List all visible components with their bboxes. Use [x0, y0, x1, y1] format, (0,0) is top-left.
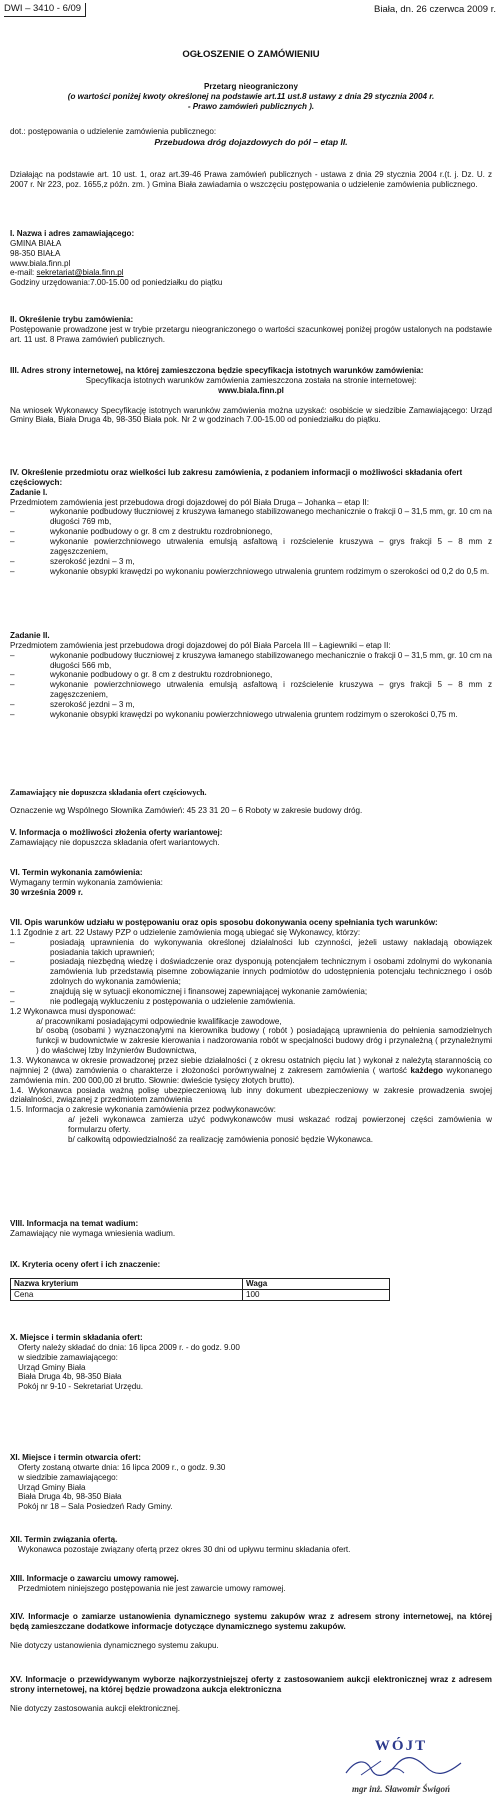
section-13-text: Przedmiotem niniejszego postępowania nie jest zawarcie umowy ramowej.	[18, 1583, 286, 1593]
handwritten-signature	[326, 1755, 476, 1781]
section-5-title: V. Informacja o możliwości złożenia oferty wariantowej:	[10, 828, 223, 837]
section-9-title: IX. Kryteria oceny ofert i ich znaczenie:	[10, 1260, 161, 1269]
place-and-date: Biała, dn. 26 czerwca 2009 r.	[374, 4, 496, 15]
section-2	[10, 315, 492, 345]
submission-line: Urząd Gminy Biała	[18, 1362, 86, 1372]
document-reference: DWI – 3410 - 6/09	[4, 3, 86, 17]
section-1	[10, 229, 492, 288]
list-item: – wykonanie podbudowy o gr. 8 cm z destruktu rozdrobnionego,	[10, 670, 492, 680]
subject-name: Przebudowa dróg dojazdowych do pól – etap II.	[154, 136, 348, 147]
submission-line: w siedzibie zamawiającego:	[18, 1352, 118, 1362]
section-11	[10, 1453, 492, 1512]
section-14	[10, 1612, 492, 1651]
intro-paragraph: Działając na podstawie art. 10 ust. 1, oraz art.39-46 Prawa zamówień publicznych - ustawa z dnia 29 stycznia 2004 r.(t. j. Dz. U. z 2007 r. Nr 223, poz. 1655,z późn. zm. ) Gmina Biała zawiadamia o wszczęciu postępowania o udzielenie zamówienia publicznego.	[10, 170, 492, 189]
section-7-title: VII. Opis warunków udziału w postępowaniu oraz opis sposobu dokonywania oceny spełniania tych warunków:	[10, 918, 438, 927]
section-3-text-2: Na wniosek Wykonawcy Specyfikację istotnych warunków zamówienia można uzyskać: osobiście w siedzibie Zamawiającego: Urząd Gminy Biała, Biała Druga 4b, 98-350 Biała pok. Nr 2 w godzinach 7.00-15.00 od poniedziałku do piątku.	[10, 405, 492, 425]
org-name: GMINA BIAŁA	[10, 238, 62, 248]
section-5	[10, 828, 492, 848]
section-15-text: Nie dotyczy zastosowania aukcji elektronicznej.	[10, 1703, 181, 1713]
section-5-text: Zamawiający nie dopuszcza składania ofert wariantowych.	[10, 837, 220, 847]
condition-1-3	[10, 1056, 492, 1086]
task-1-list	[10, 507, 492, 576]
condition-1-2-b: b/ osobą (osobami ) wyznaczoną/ymi na kierownika budowy ( robót ) posiadającą uprawnienia do pełnienia samodzielnych funkcji w budownictwie w zakresie kierowania i nadzorowania robót w specjalności budowy dróg i przynależną ( przynależnymi ) do właściwej Izby Inżynierów Budownictwa,	[36, 1026, 492, 1056]
section-3-text: Specyfikacja istotnych warunków zamówienia zamieszczona została na stronie internetowej:	[85, 375, 417, 385]
email-label: e-mail:	[10, 268, 37, 278]
spec-url[interactable]: www.biala.finn.pl	[218, 385, 284, 395]
section-12-text: Wykonawca pozostaje związany ofertą przez okres 30 dni od upływu terminu składania ofert.	[18, 1544, 351, 1554]
condition-1-3-bold: każdego	[410, 1065, 443, 1075]
table-header-row	[11, 1278, 390, 1289]
procedure-mode	[10, 82, 492, 112]
mode-line-2: (o wartości poniżej kwoty określonej na podstawie art.11 ust.8 ustawy z dnia 29 stycznia 2004 r.	[67, 91, 435, 101]
opening-line: w siedzibie zamawiającego:	[18, 1472, 118, 1482]
condition-1-3-part-2: wykonanego zamówienia min. 200 000,00 zł brutto. Słownie: dwieście tysięcy złotych brutto).	[10, 1065, 492, 1085]
list-item: – wykonanie obsypki krawędzi po wykonaniu powierzchniowego utrwalenia gruntem rodzimym o szerokości 0,75 m.	[10, 710, 492, 720]
page-title: OGŁOSZENIE O ZAMÓWIENIU	[182, 49, 320, 60]
section-8	[10, 1219, 492, 1239]
list-item: – szerokość jezdni – 3 m,	[10, 557, 492, 567]
section-9	[10, 1260, 492, 1301]
section-11-title: XI. Miejsce i termin otwarcia ofert:	[10, 1453, 141, 1462]
section-14-text: Nie dotyczy ustanowienia dynamicznego systemu zakupu.	[10, 1640, 219, 1650]
list-item: – wykonanie podbudowy tłuczniowej z kruszywa łamanego stabilizowanego mechanicznie o frakcji 0 – 31,5 mm, gr. 10 cm na długości 769 mb,	[10, 507, 492, 527]
section-10	[10, 1333, 492, 1392]
condition-1-5-a: a/ jeżeli wykonawca zamierza użyć podwykonawców musi wskazać rodzaj powierzonej części zamówienia w formularzu oferty.	[68, 1115, 492, 1135]
section-13-title: XIII. Informacje o zawarciu umowy ramowej.	[10, 1574, 179, 1583]
mode-line-1: Przetarg nieograniczony	[204, 82, 298, 91]
criteria-table	[10, 1278, 390, 1301]
section-14-title: XIV. Informacje o zamiarze ustanowienia dynamicznego systemu zakupów wraz z adresem strony internetowej, na której będą zamieszczane dodatkowe informacje dotyczące dynamicznego systemu zakupów.	[10, 1612, 492, 1631]
criteria-weight-header: Waga	[243, 1278, 390, 1289]
official-title: WÓJT	[374, 1738, 428, 1754]
submission-line: Biała Druga 4b, 98-350 Biała	[18, 1372, 122, 1382]
condition-1-4: 1.4. Wykonawca posiada ważną polisę ubezpieczeniową lub inny dokument ubezpieczeniowy w zakresie prowadzenia swojej działalności, związanej z przedmiotem zamówienia	[10, 1085, 492, 1105]
criteria-name-cell: Cena	[11, 1289, 243, 1300]
task-2-text: Przedmiotem zamówienia jest przebudowa drogi dojazdowej do pól Biała Parcela III – Łagiewniki – etap II:	[10, 640, 391, 650]
condition-1-2: 1.2 Wykonawca musi dysponować:	[10, 1006, 136, 1016]
task-2-list	[10, 651, 492, 720]
section-8-title: VIII. Informacja na temat wadium:	[10, 1219, 139, 1228]
condition-1-2-a: a/ pracownikami posiadającymi odpowiednie kwalifikacje zawodowe,	[36, 1016, 282, 1026]
submission-line: Pokój nr 9-10 - Sekretariat Urzędu.	[18, 1382, 144, 1392]
completion-date: 30 września 2009 r.	[10, 887, 83, 897]
section-2-title: II. Określenie trybu zamówienia:	[10, 315, 134, 324]
task-2	[10, 631, 492, 720]
org-email-line	[10, 268, 492, 278]
list-item: – posiadają niezbędną wiedzę i doświadczenie oraz dysponują potencjałem technicznym i osobami zdolnymi do wykonania zamówienia lub przedstawią pisemne zobowiązanie innych podmiotów do udostępnienia potencjału technicznego i osób zdolnych do wykonania zamówienia;	[10, 957, 492, 987]
task-1-title: Zadanie I.	[10, 487, 48, 497]
subject-block	[10, 127, 492, 147]
table-row	[11, 1289, 390, 1300]
mode-line-3: - Prawo zamówień publicznych ).	[187, 101, 315, 111]
section-6-title: VI. Termin wykonania zamówienia:	[10, 868, 143, 877]
opening-line: Urząd Gminy Biała	[18, 1482, 86, 1492]
section-6-text: Wymagany termin wykonania zamówienia:	[10, 877, 163, 887]
list-item: – wykonanie powierzchniowego utrwalenia emulsją asfaltową i rozścielenie kruszywa – grys frakcji 5 – 8 mm z zagęszczeniem,	[10, 680, 492, 700]
list-item: – wykonanie podbudowy o gr. 8 cm z destruktu rozdrobnionego,	[10, 527, 492, 537]
cpv-code: Oznaczenie wg Wspólnego Słownika Zamówień: 45 23 31 20 – 6 Roboty w zakresie budowy dróg.	[10, 806, 363, 815]
org-postcode: 98-350 BIAŁA	[10, 248, 61, 258]
list-item: – wykonanie podbudowy tłuczniowej z kruszywa łamanego stabilizowanego mechanicznie o frakcji 0 – 31,5 mm, gr. 10 cm na długości 566 mb,	[10, 651, 492, 671]
condition-1-1-list	[10, 938, 492, 1007]
section-7	[10, 918, 492, 1145]
section-13	[10, 1574, 492, 1594]
condition-1-5-b: b/ całkowitą odpowiedzialność za realizację zamówienia ponosić będzie Wykonawca.	[68, 1134, 373, 1144]
criteria-name-header: Nazwa kryterium	[11, 1278, 243, 1289]
signature-block	[326, 1737, 476, 1795]
list-item: – posiadają uprawnienia do wykonywania określonej działalności lub czynności, jeżeli ustawy nakładają obowiązek posiadania takich uprawnień;	[10, 938, 492, 958]
section-6	[10, 868, 492, 898]
official-name: mgr inż. Sławomir Świgoń	[351, 1784, 451, 1795]
list-item: – wykonanie obsypki krawędzi po wykonaniu powierzchniowego utrwalenia gruntem rodzimym o szerokości od 0,2 do 0,5 m.	[10, 567, 492, 577]
email-link[interactable]: sekretariat@biala.finn.pl	[36, 268, 124, 278]
opening-line: Biała Druga 4b, 98-350 Biała	[18, 1492, 122, 1502]
org-website: www.biala.finn.pl	[10, 258, 71, 268]
section-15	[10, 1675, 492, 1714]
condition-1-1: 1.1 Zgodnie z art. 22 Ustawy PZP o udzielenie zamówienia mogą ubiegać się Wykonawcy, którzy:	[10, 927, 361, 937]
section-2-text: Postępowanie prowadzone jest w trybie przetargu nieograniczonego o wartości szacunkowej poniżej progów ustalonych na podstawie art. 11 ust. 8 Prawa zamówień publicznych.	[10, 324, 492, 344]
list-item: – szerokość jezdni – 3 m,	[10, 700, 492, 710]
submission-line: Oferty należy składać do dnia: 16 lipca 2009 r. - do godz. 9.00	[18, 1342, 240, 1352]
section-4	[10, 468, 492, 576]
section-4-title: IV. Określenie przedmiotu oraz wielkości lub zakresu zamówienia, z podaniem informacji o możliwości składania ofert częściowych:	[10, 468, 463, 487]
list-item: – znajdują się w sytuacji ekonomicznej i finansowej zapewniającej wykonanie zamówienia;	[10, 987, 492, 997]
section-10-title: X. Miejsce i termin składania ofert:	[10, 1333, 143, 1342]
task-2-title: Zadanie II.	[10, 631, 50, 640]
task-1-text: Przedmiotem zamówienia jest przebudowa drogi dojazdowej do pól Biała Druga – Johanka – etap II:	[10, 497, 370, 507]
section-12-title: XII. Termin związania ofertą.	[10, 1535, 118, 1544]
section-12	[10, 1535, 492, 1555]
opening-line: Pokój nr 18 – Sala Posiedzeń Rady Gminy.	[18, 1502, 173, 1512]
section-3	[10, 366, 492, 425]
list-item: – wykonanie powierzchniowego utrwalenia emulsją asfaltową i rozścielenie kruszywa – grys frakcji 5 – 8 mm z zagęszczeniem,	[10, 537, 492, 557]
condition-1-5: 1.5. Informacja o zakresie wykonania zamówienia przez podwykonawców:	[10, 1105, 276, 1115]
section-8-text: Zamawiający nie wymaga wniesienia wadium.	[10, 1228, 176, 1238]
condition-1-3-part-1: 1.3. Wykonawca w okresie prowadzonej przez siebie działalności ( z okresu ostatnich pięciu lat ) wykonał z należytą starannością co najmniej 2 (dwa) zamówienia o charakterze i złożoności porównywalnej z zakresem zamówienia ( wartość	[10, 1056, 492, 1075]
office-hours: Godziny urzędowania:7.00-15.00 od poniedziałku do piątku	[10, 278, 223, 288]
list-item: – nie podlegają wykluczeniu z postępowania o udzielenie zamówienia.	[10, 997, 492, 1007]
section-15-title: XV. Informacje o przewidywanym wyborze najkorzystniejszej oferty z zastosowaniem aukcji elektronicznej wraz z adresem strony internetowej, na której będzie prowadzona aukcja elektroniczna	[10, 1675, 492, 1694]
subject-label: dot.: postępowania o udzielenie zamówienia publicznego:	[10, 127, 217, 136]
opening-line: Oferty zostaną otwarte dnia: 16 lipca 2009 r., o godz. 9.30	[18, 1462, 226, 1472]
criteria-weight-cell: 100	[243, 1289, 390, 1300]
section-3-title: III. Adres strony internetowej, na której zamieszczona będzie specyfikacja istotnych warunków zamówienia:	[10, 366, 424, 375]
partial-offers-note: Zamawiający nie dopuszcza składania ofert częściowych.	[10, 788, 207, 797]
section-1-title: I. Nazwa i adres zamawiającego:	[10, 229, 135, 238]
